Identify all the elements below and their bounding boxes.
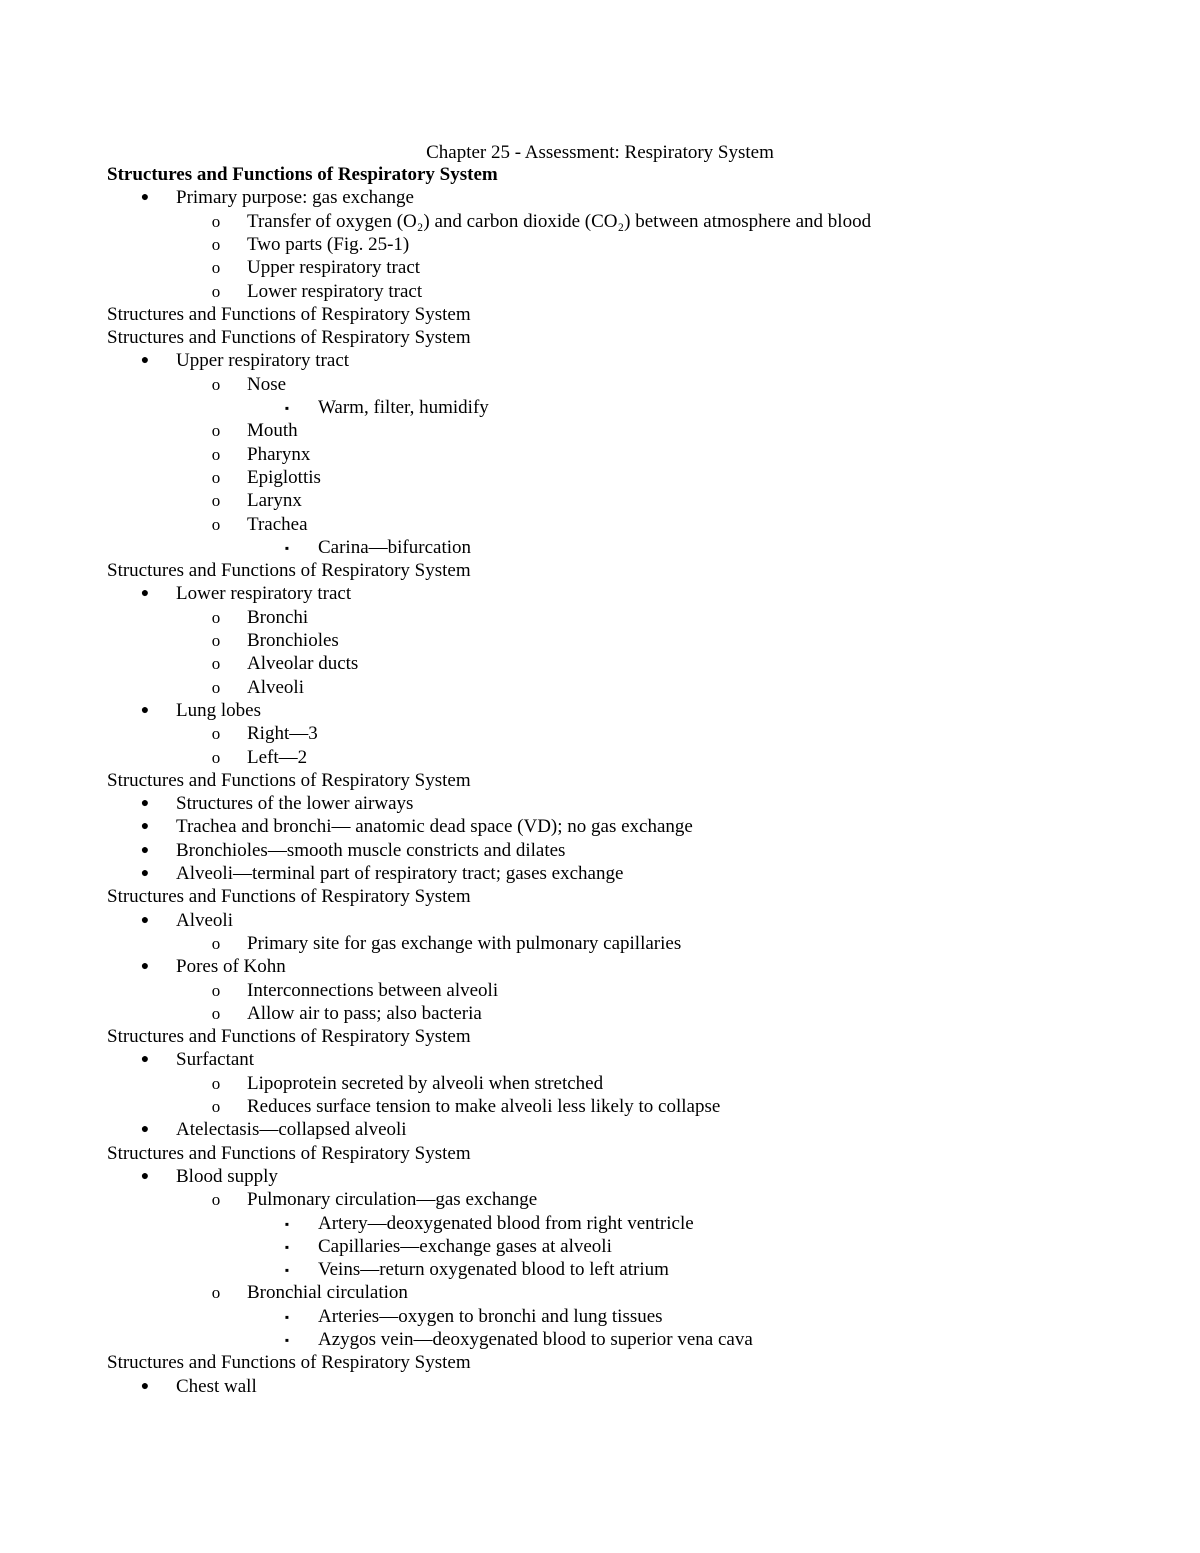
circle-marker-icon: o — [211, 631, 221, 650]
line-text: Blood supply — [176, 1166, 278, 1187]
bullet-marker-icon: ● — [140, 913, 150, 928]
document-title: Chapter 25 - Assessment: Respiratory System — [426, 142, 774, 163]
circle-marker-icon: o — [211, 1097, 221, 1116]
line-text: Veins—return oxygenated blood to left atrium — [318, 1259, 669, 1280]
line-text: Structures and Functions of Respiratory System — [107, 1352, 471, 1373]
line-text: Pulmonary circulation—gas exchange — [247, 1189, 538, 1210]
circle-marker-icon: o — [211, 212, 221, 231]
bullet-marker-icon: ● — [140, 843, 150, 858]
bullet-marker-icon: ● — [140, 866, 150, 881]
circle-marker-icon: o — [211, 491, 221, 510]
circle-marker-icon: o — [211, 608, 221, 627]
line-text: Capillaries—exchange gases at alveoli — [318, 1236, 612, 1257]
bullet-marker-icon: ● — [140, 959, 150, 974]
circle-marker-icon: o — [211, 748, 221, 767]
line-text: Bronchioles—smooth muscle constricts and dilates — [176, 840, 566, 861]
line-text: Structures and Functions of Respiratory System — [107, 560, 471, 581]
line-text: Lung lobes — [176, 700, 261, 721]
line-text: Structures of the lower airways — [176, 793, 414, 814]
circle-marker-icon: o — [211, 1074, 221, 1093]
line-text: Trachea — [247, 514, 308, 535]
line-text: Epiglottis — [247, 467, 321, 488]
line-text: Alveolar ducts — [247, 653, 359, 674]
circle-marker-icon: o — [211, 468, 221, 487]
circle-marker-icon: o — [211, 981, 221, 1000]
line-text: Azygos vein—deoxygenated blood to superior vena cava — [318, 1329, 753, 1350]
line-text: Artery—deoxygenated blood from right ventricle — [318, 1213, 694, 1234]
circle-marker-icon: o — [211, 258, 221, 277]
bullet-marker-icon: ● — [140, 1169, 150, 1184]
line-text: Trachea and bronchi— anatomic dead space (VD); no gas exchange — [176, 816, 693, 837]
line-text: Primary site for gas exchange with pulmonary capillaries — [247, 933, 682, 954]
line-text: Surfactant — [176, 1049, 255, 1070]
bullet-marker-icon: ● — [140, 190, 150, 205]
bullet-marker-icon: ● — [140, 1379, 150, 1394]
line-text: Lower respiratory tract — [176, 583, 352, 604]
line-text: Transfer of oxygen (O₂) and carbon dioxide (CO₂) between atmosphere and blood — [247, 211, 872, 232]
circle-marker-icon: o — [211, 1190, 221, 1209]
bullet-marker-icon: ● — [140, 1122, 150, 1137]
circle-marker-icon: o — [211, 445, 221, 464]
line-text: Bronchioles — [247, 630, 339, 651]
square-marker-icon: ▪ — [284, 541, 290, 555]
line-text: Lower respiratory tract — [247, 281, 423, 302]
circle-marker-icon: o — [211, 515, 221, 534]
line-text: Upper respiratory tract — [176, 350, 350, 371]
line-text: Larynx — [247, 490, 302, 511]
circle-marker-icon: o — [211, 678, 221, 697]
circle-marker-icon: o — [211, 282, 221, 301]
line-text: Bronchi — [247, 607, 309, 628]
square-marker-icon: ▪ — [284, 1310, 290, 1324]
line-text: Structures and Functions of Respiratory System — [107, 1143, 471, 1164]
line-text: Alveoli—terminal part of respiratory tract; gases exchange — [176, 863, 624, 884]
line-text: Bronchial circulation — [247, 1282, 408, 1303]
square-marker-icon: ▪ — [284, 1217, 290, 1231]
line-text: Alveoli — [247, 677, 304, 698]
line-text: Interconnections between alveoli — [247, 980, 499, 1001]
bullet-marker-icon: ● — [140, 586, 150, 601]
line-text: Lipoprotein secreted by alveoli when stretched — [247, 1073, 604, 1094]
line-text: Structures and Functions of Respiratory System — [107, 886, 471, 907]
square-marker-icon: ▪ — [284, 1240, 290, 1254]
line-text: Structures and Functions of Respiratory System — [107, 327, 471, 348]
line-text: Primary purpose: gas exchange — [176, 187, 414, 208]
line-text: Chest wall — [176, 1376, 257, 1397]
circle-marker-icon: o — [211, 1004, 221, 1023]
circle-marker-icon: o — [211, 375, 221, 394]
line-text: Allow air to pass; also bacteria — [247, 1003, 482, 1024]
circle-marker-icon: o — [211, 235, 221, 254]
line-text: Reduces surface tension to make alveoli less likely to collapse — [247, 1096, 721, 1117]
line-text: Two parts (Fig. 25-1) — [247, 234, 410, 255]
line-text: Structures and Functions of Respiratory System — [107, 304, 471, 325]
bullet-marker-icon: ● — [140, 819, 150, 834]
line-text: Arteries—oxygen to bronchi and lung tissues — [318, 1306, 663, 1327]
line-text: Upper respiratory tract — [247, 257, 421, 278]
line-text: Carina—bifurcation — [318, 537, 472, 558]
line-text: Atelectasis—collapsed alveoli — [176, 1119, 407, 1140]
bullet-marker-icon: ● — [140, 353, 150, 368]
square-marker-icon: ▪ — [284, 401, 290, 415]
line-text: Right—3 — [247, 723, 318, 744]
line-text: Pores of Kohn — [176, 956, 286, 977]
line-text: Mouth — [247, 420, 298, 441]
line-text: Warm, filter, humidify — [318, 397, 489, 418]
circle-marker-icon: o — [211, 724, 221, 743]
circle-marker-icon: o — [211, 934, 221, 953]
line-text: Alveoli — [176, 910, 233, 931]
bullet-marker-icon: ● — [140, 703, 150, 718]
line-text: Structures and Functions of Respiratory System — [107, 770, 471, 791]
line-text: Pharynx — [247, 444, 311, 465]
circle-marker-icon: o — [211, 1283, 221, 1302]
line-text: Structures and Functions of Respiratory System — [107, 1026, 471, 1047]
square-marker-icon: ▪ — [284, 1263, 290, 1277]
circle-marker-icon: o — [211, 654, 221, 673]
bullet-marker-icon: ● — [140, 796, 150, 811]
line-text: Structures and Functions of Respiratory System — [107, 164, 498, 185]
bullet-marker-icon: ● — [140, 1052, 150, 1067]
line-text: Nose — [247, 374, 287, 395]
circle-marker-icon: o — [211, 421, 221, 440]
square-marker-icon: ▪ — [284, 1333, 290, 1347]
line-text: Left—2 — [247, 747, 308, 768]
